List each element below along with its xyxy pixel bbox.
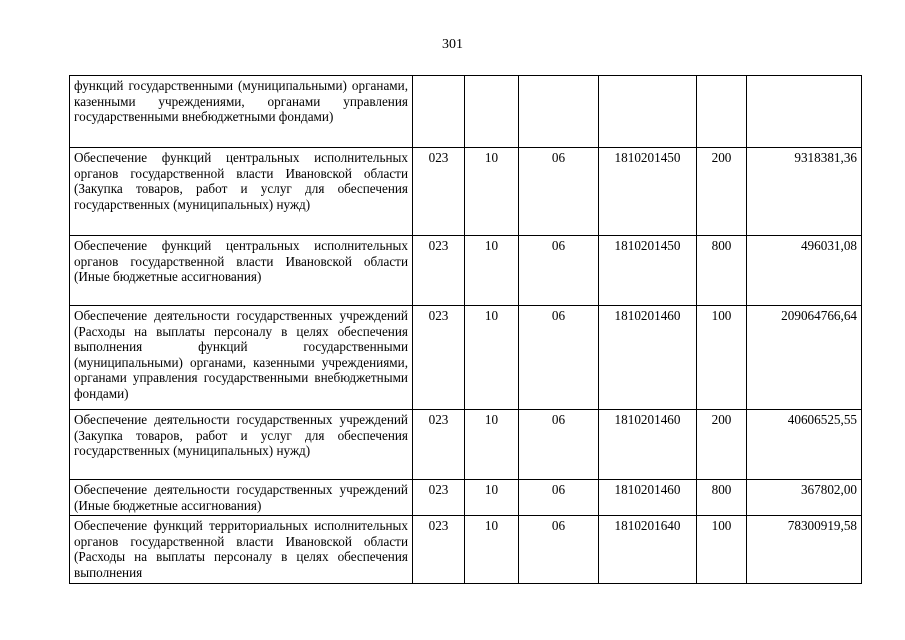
expense-description: Обеспечение функций территориальных исполнительных органов государственной власти Ивановской области (Расходы на выплаты персоналу в целях обеспечения выполнения (70, 516, 413, 584)
expense-type-code: 800 (697, 480, 747, 516)
expense-type-code (697, 76, 747, 148)
table-row (70, 236, 862, 306)
expense-type-code: 200 (697, 410, 747, 480)
target-article-code: 1810201450 (599, 148, 697, 236)
table-row (70, 480, 862, 516)
amount (747, 76, 862, 148)
subsection-code: 06 (519, 480, 599, 516)
admin-code: 023 (413, 516, 465, 584)
subsection-code: 06 (519, 236, 599, 306)
amount: 78300919,58 (747, 516, 862, 584)
section-code: 10 (465, 236, 519, 306)
section-code: 10 (465, 148, 519, 236)
table-row (70, 516, 862, 584)
admin-code: 023 (413, 480, 465, 516)
expense-type-code: 100 (697, 516, 747, 584)
section-code: 10 (465, 480, 519, 516)
expense-type-code: 100 (697, 306, 747, 410)
section-code (465, 76, 519, 148)
subsection-code: 06 (519, 410, 599, 480)
amount: 9318381,36 (747, 148, 862, 236)
section-code: 10 (465, 410, 519, 480)
target-article-code: 1810201450 (599, 236, 697, 306)
expense-description: Обеспечение деятельности государственных учреждений (Расходы на выплаты персоналу в целях обеспечения выполнения функций государственными (муниципальными) органами, казенными учреждениями, органами управления государственными внебюджетными фондами) (70, 306, 413, 410)
amount: 209064766,64 (747, 306, 862, 410)
expense-description: Обеспечение функций центральных исполнительных органов государственной власти Ивановской области (Иные бюджетные ассигнования) (70, 236, 413, 306)
expense-type-code: 200 (697, 148, 747, 236)
target-article-code: 1810201460 (599, 410, 697, 480)
amount: 496031,08 (747, 236, 862, 306)
table-row (70, 306, 862, 410)
expense-description: функций государственными (муниципальными) органами, казенными учреждениями, органами управления государственными внебюджетными фондами) (70, 76, 413, 148)
expense-description: Обеспечение деятельности государственных учреждений (Иные бюджетные ассигнования) (70, 480, 413, 516)
target-article-code: 1810201460 (599, 480, 697, 516)
admin-code (413, 76, 465, 148)
expense-type-code: 800 (697, 236, 747, 306)
section-code: 10 (465, 516, 519, 584)
section-code: 10 (465, 306, 519, 410)
expense-description: Обеспечение деятельности государственных учреждений (Закупка товаров, работ и услуг для обеспечения государственных (муниципальных) нужд) (70, 410, 413, 480)
expense-description: Обеспечение функций центральных исполнительных органов государственной власти Ивановской области (Закупка товаров, работ и услуг для обеспечения государственных (муниципальных) нужд) (70, 148, 413, 236)
amount: 40606525,55 (747, 410, 862, 480)
subsection-code: 06 (519, 306, 599, 410)
target-article-code (599, 76, 697, 148)
admin-code: 023 (413, 410, 465, 480)
admin-code: 023 (413, 148, 465, 236)
target-article-code: 1810201460 (599, 306, 697, 410)
amount: 367802,00 (747, 480, 862, 516)
table-row (70, 76, 862, 148)
admin-code: 023 (413, 236, 465, 306)
subsection-code (519, 76, 599, 148)
budget-table (69, 75, 862, 584)
table-row (70, 148, 862, 236)
target-article-code: 1810201640 (599, 516, 697, 584)
subsection-code: 06 (519, 516, 599, 584)
admin-code: 023 (413, 306, 465, 410)
subsection-code: 06 (519, 148, 599, 236)
page-number: 301 (442, 37, 463, 52)
table-row (70, 410, 862, 480)
